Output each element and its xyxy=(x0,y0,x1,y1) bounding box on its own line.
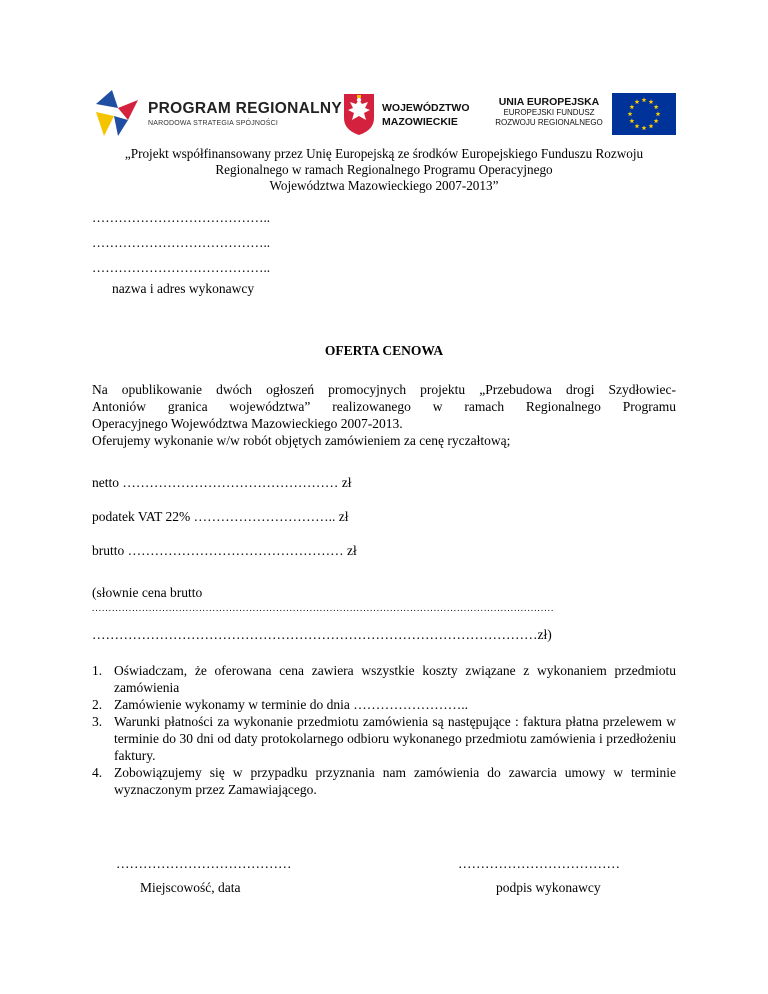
offer-subject-line3: Operacyjnego Województwa Mazowieckiego 2007-2013. xyxy=(92,416,403,431)
contractor-label: nazwa i adres wykonawcy xyxy=(112,281,255,296)
price-brutto: brutto ………………………………………… zł xyxy=(92,543,357,558)
program-regionalny-logo xyxy=(92,86,342,138)
list-text: Zobowiązujemy się w przypadku przyznania nam zamówienia do zawarcia umowy w terminie wyznaczonym przez Zamawiającego. xyxy=(114,765,676,797)
conditions-list xyxy=(92,662,676,798)
list-number: 1. xyxy=(92,663,103,678)
contractor-line-3: ………………………………….. xyxy=(92,260,271,275)
eu-label-line1: UNIA EUROPEJSKA xyxy=(498,96,600,108)
list-item xyxy=(92,662,676,696)
eagle-coat-of-arms-icon xyxy=(342,92,376,136)
signature-label: podpis wykonawcy xyxy=(496,880,601,895)
signature-dotted-line: ……………………………… xyxy=(458,856,620,871)
list-item xyxy=(92,764,676,798)
mazowieckie-logo xyxy=(342,92,482,138)
amount-in-words-dotted-line: .......................................................................................................................................... xyxy=(92,603,555,613)
price-vat: podatek VAT 22% ………………………….. zł xyxy=(92,509,349,524)
price-netto: netto ………………………………………… zł xyxy=(92,475,352,490)
list-number: 2. xyxy=(92,697,103,712)
document-title: OFERTA CENOWA xyxy=(324,343,444,358)
amount-in-words-label: (słownie cena brutto xyxy=(92,585,203,600)
list-text: Warunki płatności za wykonanie przedmiotu zamówienia są następujące : faktura płatna przelewem w terminie do 30 dni od daty protokolarnego odbioru wykonanego przedmiotu zamówienia i przedłożeniu faktury. xyxy=(114,714,676,763)
cofinancing-line3: Województwa Mazowieckiego 2007-2013” xyxy=(269,178,499,193)
program-title: PROGRAM REGIONALNY xyxy=(148,100,342,117)
nss-star-icon xyxy=(92,86,144,138)
amount-in-words-closing: ………………………………………………………………………………………zł) xyxy=(92,627,552,642)
cofinancing-line2: Regionalnego w ramach Regionalnego Programu Operacyjnego xyxy=(215,162,553,177)
eu-fund-label xyxy=(486,96,612,128)
offer-statement: Oferujemy wykonanie w/w robót objętych zamówieniem za cenę ryczałtową; xyxy=(92,433,511,448)
cofinancing-line1: „Projekt współfinansowany przez Unię Europejską ze środków Europejskiego Funduszu Rozwoju xyxy=(124,146,644,161)
offer-subject-line1: Na opublikowanie dwóch ogłoszeń promocyjnych projektu „Przebudowa drogi Szydłowiec- xyxy=(92,382,676,397)
program-subtitle: NARODOWA STRATEGIA SPÓJNOŚCI xyxy=(148,120,279,127)
list-number: 4. xyxy=(92,765,103,780)
list-number: 3. xyxy=(92,714,103,729)
cofinancing-notice xyxy=(60,146,708,194)
eu-flag-icon xyxy=(612,93,676,135)
place-date-label: Miejscowość, data xyxy=(140,880,241,895)
eu-label-line2: EUROPEJSKI FUNDUSZ xyxy=(503,108,595,117)
eu-label-line3: ROZWOJU REGIONALNEGO xyxy=(495,118,603,127)
offer-subject-line2: Antoniów granica województwa” realizowanego w ramach Regionalnego Programu xyxy=(92,399,676,414)
list-text: Zamówienie wykonamy w terminie do dnia …………………….. xyxy=(114,697,468,712)
region-name-line1: WOJEWÓDZTWO xyxy=(382,102,470,114)
contractor-line-1: ………………………………….. xyxy=(92,210,271,225)
contractor-line-2: ………………………………….. xyxy=(92,235,271,250)
list-item xyxy=(92,713,676,764)
place-date-dotted-line: ………………………………… xyxy=(116,856,292,871)
list-text: Oświadczam, że oferowana cena zawiera wszystkie koszty związane z wykonaniem przedmiotu zamówienia xyxy=(114,663,676,695)
offer-subject-paragraph xyxy=(92,381,676,432)
list-item xyxy=(92,696,676,713)
region-name-line2: MAZOWIECKIE xyxy=(382,116,458,128)
